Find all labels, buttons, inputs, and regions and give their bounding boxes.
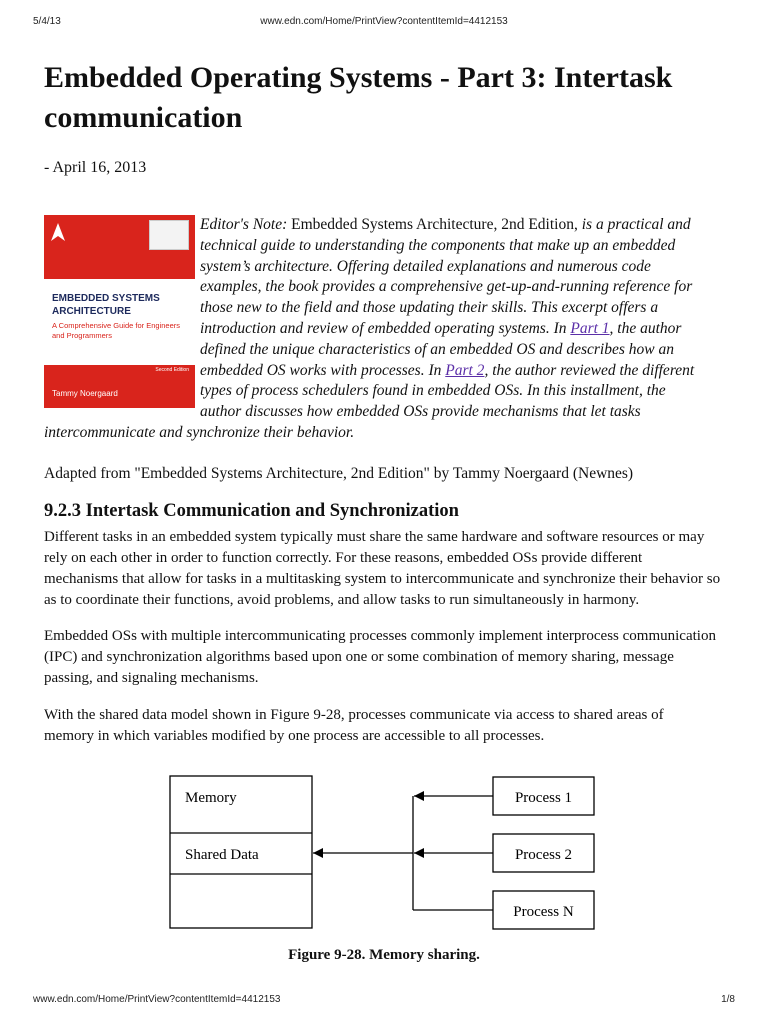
article-title: Embedded Operating Systems - Part 3: Intertask communication	[44, 61, 673, 134]
print-date: 5/4/13	[33, 16, 61, 27]
memory-label: Memory	[185, 790, 237, 806]
paragraph-2: Embedded OSs with multiple intercommunicating processes commonly implement interprocess communication (IPC) and synchronization algorithms based upon one or some combination of memory sharing, message passing, and signaling mechanisms.	[44, 628, 716, 686]
memory-sharing-diagram	[160, 770, 610, 940]
editors-note: Editor's Note: Embedded Systems Architecture, 2nd Edition, is a practical and technical guide to understanding the components that make up an embedded system’s architecture. Offering detailed explanations and numerous code examples, the book provides a comprehensive get-up-and-running reference for those new to the field and those updating their skills. This excerpt offers a introduction and review of embedded operating systems. In Part 1, the author defined the unique characteristics of an embedded OS and describes how an embedded OS works with processes. In Part 2, the author reviewed the different types of process schedulers found in embedded OSs. In this installment, the author discusses how embedded OSs provide mechanisms that let tasks intercommunicate and synchronize their behavior.	[44, 216, 695, 441]
article-date: - April 16, 2013	[44, 159, 147, 176]
print-url: www.edn.com/Home/PrintView?contentItemId=4412153	[260, 16, 508, 27]
page-number: 1/8	[721, 994, 735, 1005]
cover-edition: Second Edition	[155, 367, 189, 373]
shared-data-label: Shared Data	[185, 847, 259, 863]
section-heading: 9.2.3 Intertask Communication and Synchronization	[44, 501, 459, 521]
process-2-label: Process 2	[514, 847, 573, 863]
process-n-label: Process N	[513, 904, 574, 920]
newnes-logo-icon	[49, 221, 67, 245]
print-header	[33, 16, 735, 30]
cover-title: EMBEDDED SYSTEMS ARCHITECTURE	[52, 293, 160, 317]
adapted-from-credit: Adapted from "Embedded Systems Architecture, 2nd Edition" by Tammy Noergaard (Newnes)	[44, 465, 634, 482]
cover-author: Tammy Noergaard	[52, 389, 118, 398]
editors-note-label: Editor's Note:	[200, 216, 288, 233]
paragraph-1: Different tasks in an embedded system typically must share the same hardware and software resources or may rely on each other in order to function correctly. For these reasons, embedded OSs provide different mechanisms that allow for tasks in a multitasking system to intercommunicate and synchronize their behavior so as to coordinate their functions, avoid problems, and allow tasks to run simultaneously in harmony.	[44, 529, 721, 608]
figure-caption: Figure 9-28. Memory sharing.	[288, 947, 480, 963]
connector-lines	[313, 796, 493, 910]
print-footer	[33, 994, 735, 1008]
cover-sticker	[149, 220, 189, 250]
footer-url: www.edn.com/Home/PrintView?contentItemId=4412153	[33, 994, 281, 1005]
paragraph-3: With the shared data model shown in Figure 9-28, processes communicate via access to shared areas of memory in which variables modified by one process are accessible to all processes.	[44, 707, 664, 744]
book-cover-image	[44, 215, 195, 408]
part-1-link[interactable]: Part 1	[570, 319, 610, 337]
book-title-ref: Embedded Systems Architecture, 2nd Edition,	[291, 216, 578, 233]
part-2-link[interactable]: Part 2	[445, 361, 485, 379]
cover-subtitle: A Comprehensive Guide for Engineers and Programmers	[52, 321, 180, 340]
process-1-label: Process 1	[514, 790, 573, 806]
